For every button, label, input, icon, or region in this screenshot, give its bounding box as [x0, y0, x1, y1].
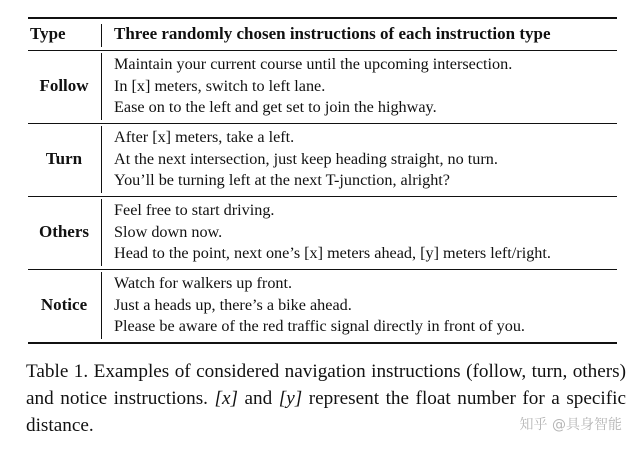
- column-separator: [101, 126, 102, 193]
- row-type-others: Others: [38, 222, 90, 241]
- instruction-line: Feel free to start driving.: [114, 201, 275, 219]
- column-header-type: Type: [30, 24, 66, 43]
- caption-text: Table 1. Examples of considered navigation instructions (follow, turn, others) and notice instructions.: [26, 361, 626, 409]
- caption-variable-x: [x]: [214, 388, 238, 409]
- column-separator: [101, 272, 102, 339]
- instruction-line: Ease on to the left and get set to join the highway.: [114, 98, 437, 116]
- caption-variable-y: [y]: [278, 388, 303, 409]
- table-row-divider: [28, 269, 617, 270]
- instruction-line: Please be aware of the red traffic signal directly in front of you.: [114, 317, 525, 335]
- row-type-turn: Turn: [45, 149, 83, 168]
- instruction-line: Head to the point, next one’s [x] meters ahead, [y] meters left/right.: [114, 244, 551, 262]
- row-instructions-turn: [114, 127, 498, 192]
- instruction-line: Just a heads up, there’s a bike ahead.: [114, 295, 352, 314]
- table-header-rule: [28, 50, 617, 51]
- watermark: 知乎 @具身智能: [519, 417, 622, 433]
- table-bottom-rule: [28, 342, 617, 344]
- instruction-line: In [x] meters, switch to left lane.: [114, 76, 326, 95]
- column-separator: [101, 24, 102, 47]
- instruction-line: Slow down now.: [114, 222, 223, 241]
- row-type-notice: Notice: [40, 295, 88, 314]
- instruction-line: At the next intersection, just keep heading straight, no turn.: [114, 149, 498, 168]
- caption-conjunction: and: [244, 388, 273, 409]
- caption-text-end: represent the float number for a specific distance.: [26, 388, 626, 436]
- instruction-line: Maintain your current course until the upcoming intersection.: [114, 55, 513, 73]
- row-type-follow: Follow: [39, 76, 89, 95]
- row-instructions-others: [114, 200, 551, 265]
- instruction-line: You’ll be turning left at the next T-junction, alright?: [114, 171, 450, 189]
- instruction-line: After [x] meters, take a left.: [114, 128, 295, 146]
- table-row-divider: [28, 196, 617, 197]
- column-separator: [101, 199, 102, 266]
- row-instructions-notice: [114, 273, 525, 338]
- table-row-divider: [28, 123, 617, 124]
- table-top-rule: [28, 17, 617, 19]
- column-header-instructions: Three randomly chosen instructions of each instruction type: [114, 24, 551, 43]
- row-instructions-follow: [114, 54, 512, 119]
- column-separator: [101, 53, 102, 120]
- instruction-line: Watch for walkers up front.: [114, 274, 293, 292]
